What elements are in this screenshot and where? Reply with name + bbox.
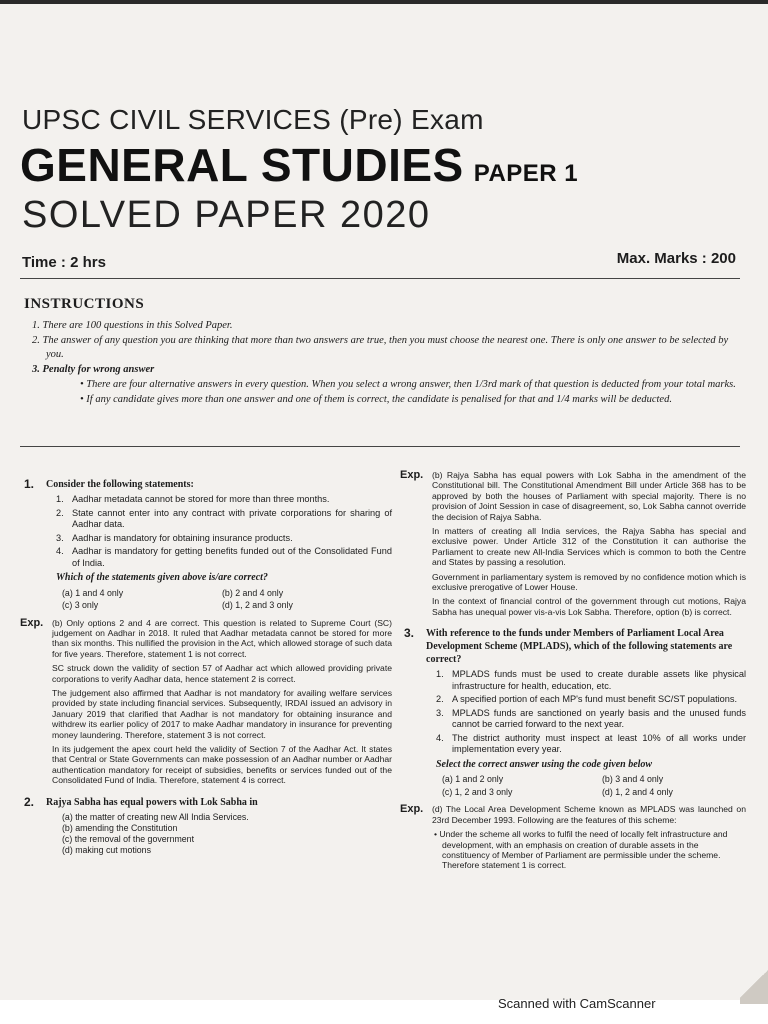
time-label: Time : 2 hrs [22,254,106,271]
instruction-item [24,363,744,407]
statement-item: 4. Aadhar is mandatory for getting benefits funded out of the Consolidated Fund of India. [56,546,392,568]
option: (a) the matter of creating new All India Services. [62,811,249,822]
instructions-list [24,319,744,407]
answer-options [24,588,392,612]
option: (b) 3 and 4 only [602,774,664,785]
camscanner-watermark: Scanned with CamScanner [498,996,656,1011]
penalty-bullets [46,378,744,407]
exp-tag: Exp. [400,803,424,816]
max-marks-label: Max. Marks : 200 [616,250,736,267]
explanation-3 [400,803,746,871]
answer-options [404,774,746,798]
subject-title [20,138,578,192]
exp-paragraph: Government in parliamentary system is removed by no confidence motion which is exclusive prerogative of Lower House. [432,571,746,593]
option: (c) 1, 2 and 3 only [442,786,513,797]
exp-tag: Exp. [400,469,424,481]
statement-item: 2. A specified portion of each MP's fund must benefit SC/ST populations. [436,694,738,705]
instruction-item: 2. The answer of any question you are thinking that more than two answers are true, then you must choose the nearest one. There is only one answer to be selected by you. [32,335,729,360]
statement-list [404,669,746,756]
question-number: 3. [404,626,415,641]
exp-paragraph: In matters of creating all India services, the Rajya Sabha has special and exclusive power. Under Article 312 of the Constitution it can authorise the Parliament to create new All-India Services which is common to both the Centre and States by passing a resolution. [432,526,746,568]
question-3 [404,627,746,666]
option: (d) 1, 2 and 3 only [222,600,293,610]
question-number: 2. [24,794,35,809]
exp-bullet: • Under the scheme all works to fulfil the need of locally felt infrastructure and development, with an emphasis on creation of durable assets in the constituency of Member of Parliament are permissible under the scheme. Therefore statement 1 is correct. [434,829,728,871]
answer-options [24,812,392,856]
exp-paragraph: In its judgement the apex court held the validity of Section 7 of the Aadhar Act. It states that Central or State Governments can make possession of an Aadhar number or Aadhar authentication mandatory for receipt of subsidies, benefits or services funded out of the Consolidated Fund of India. Therefore, statement 4 is correct. [52,743,392,786]
penalty-heading: 3. Penalty for wrong answer [32,364,155,375]
instruction-item: 1. There are 100 questions in this Solved Paper. [32,320,233,331]
question-number: 1. [24,477,35,491]
penalty-bullet: • If any candidate gives more than one answer and one of them is correct, the candidate is penalised for that and 1/4 marks will be deducted. [80,394,672,405]
question-2 [24,796,392,809]
option: (b) amending the Constitution [62,822,178,833]
exp-paragraph: (d) The Local Area Development Scheme known as MPLADS was launched on 23rd December 1993. Following are the features of this scheme: [432,804,746,825]
divider [20,446,740,447]
statement-list [24,494,392,569]
statement-item: 3. MPLADS funds are sanctioned on yearly basis and the unused funds cannot be carried forward to the next year. [436,707,746,730]
exp-paragraph: (b) Rajya Sabha has equal powers with Lok Sabha in the amendment of the Constitutional bill. The Constitutional Amendment Bill under Article 368 has to be approved by both the houses of Parliament with special majority. There is no provision of Joint Session in case of disagreement, so, Lok Sabha cannot override the decision of Rajya Sabha. [432,470,746,522]
question-prompt: Select the correct answer using the code given below [436,758,653,770]
statement-item: 4. The district authority must inspect at least 10% of all works under implementation every year. [436,732,746,755]
instructions-title: INSTRUCTIONS [24,296,145,312]
option: (d) making cut motions [62,844,151,855]
option: (a) 1 and 2 only [442,774,504,785]
paper-label: PAPER 1 [473,160,579,187]
statement-item: 1. MPLADS funds must be used to create durable assets like physical infrastructure for health, education, etc. [436,669,746,691]
exp-tag: Exp. [20,616,44,629]
exp-paragraph: SC struck down the validity of section 57 of Aadhar act which allowed providing private corporations to verify Aadhar data, hence statement 2 is correct. [52,663,392,684]
option: (b) 2 and 4 only [222,587,284,598]
exp-paragraph: In the context of financial control of the government through cut motions, Rajya Sabha has unequal power vis-a-vis Lok Sabha. Therefore, option (b) is correct. [432,596,746,617]
question-stem: Rajya Sabha has equal powers with Lok Sabha in [46,796,258,808]
left-column [20,477,392,862]
explanation-2 [400,469,746,621]
question-stem: Consider the following statements: [46,479,194,490]
explanation-1 [20,616,392,790]
option: (c) the removal of the government [62,833,195,844]
divider [20,278,740,279]
subject-name: GENERAL STUDIES [20,139,464,191]
option: (c) 3 only [62,600,99,610]
option: (d) 1, 2 and 4 only [602,786,673,797]
question-prompt: Which of the statements given above is/are correct? [56,572,268,583]
instructions-block [24,296,744,408]
exp-paragraph: The judgement also affirmed that Aadhar is not mandatory for availing welfare services provided by state including financial services. Subsequently, IRDAI issued an advisory in January 2019 that clarified that Aadhar is not mandatory for obtaining insurance and withdrew its earlier policy of 2017 to make Aadhar mandatory in insurance for preventing money laundering. Therefore, statement 3 is not correct. [52,687,392,740]
page-corner-fold [740,964,768,1004]
penalty-bullet: • There are four alternative answers in every question. When you select a wrong answer, then 1/3rd mark of that question is deducted from your total marks. [80,379,736,390]
solved-paper-title: SOLVED PAPER 2020 [22,194,431,236]
option: (a) 1 and 4 only [62,587,124,598]
statement-item: 3. Aadhar is mandatory for obtaining insurance products. [56,532,293,543]
question-1 [24,478,392,491]
exam-title: UPSC CIVIL SERVICES (Pre) Exam [22,104,484,135]
exp-paragraph: (b) Only options 2 and 4 are correct. This question is related to Supreme Court (SC) judgement on Aadhar in 2018. It ruled that Aadhar metadata cannot be stored for more than six months. This nullified the provision in the Act, which allowed storage of such data for five years. Therefore, statement 1 is not correct. [52,617,392,659]
right-column [400,469,746,877]
statement-item: 2. State cannot enter into any contract with private corporations for sharing of Aadhar data. [56,507,392,529]
question-stem: With reference to the funds under Members of Parliament Local Area Development Scheme (MPLADS), which of the following statements are correct? [426,628,733,666]
statement-item: 1. Aadhar metadata cannot be stored for more than three months. [56,494,330,504]
exp-bullets [432,829,746,871]
